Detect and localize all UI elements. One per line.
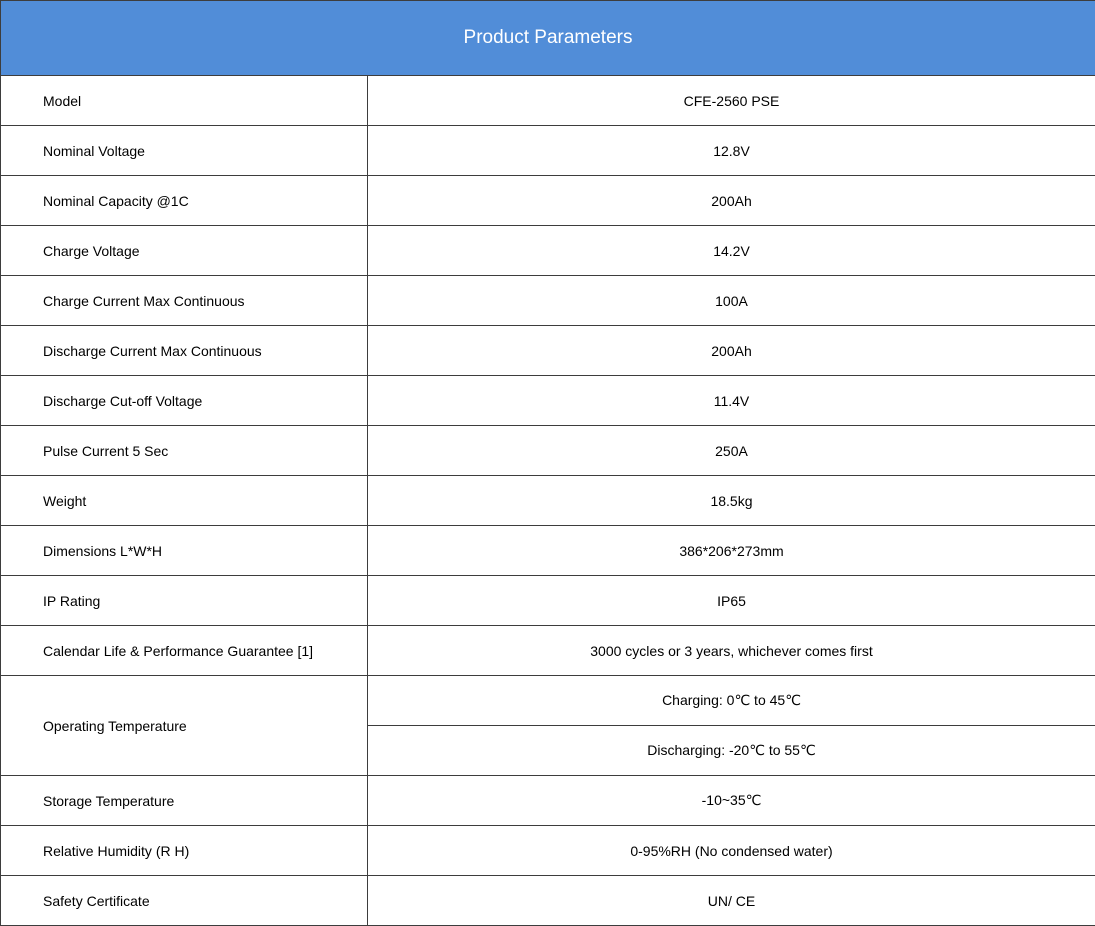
parameter-label: Model	[1, 76, 368, 126]
parameter-label: Nominal Voltage	[1, 126, 368, 176]
parameter-label: Operating Temperature	[1, 676, 368, 776]
parameter-label: Discharge Cut-off Voltage	[1, 376, 368, 426]
parameter-value: Charging: 0℃ to 45℃	[368, 676, 1095, 726]
table-body	[1, 76, 1095, 926]
parameter-label: Nominal Capacity @1C	[1, 176, 368, 226]
table-row	[1, 476, 1095, 526]
parameter-label: Weight	[1, 476, 368, 526]
table-row	[1, 226, 1095, 276]
table-row	[1, 776, 1095, 826]
parameter-value: -10~35℃	[368, 776, 1095, 826]
parameter-value: 100A	[368, 276, 1095, 326]
parameter-label: Calendar Life & Performance Guarantee [1]	[1, 626, 368, 676]
table-row	[1, 276, 1095, 326]
table-row	[1, 676, 1095, 726]
table-row	[1, 126, 1095, 176]
parameter-value: CFE-2560 PSE	[368, 76, 1095, 126]
parameter-value: IP65	[368, 576, 1095, 626]
table-row	[1, 826, 1095, 876]
table-row	[1, 176, 1095, 226]
parameter-label: Discharge Current Max Continuous	[1, 326, 368, 376]
parameter-value: 3000 cycles or 3 years, whichever comes first	[368, 626, 1095, 676]
table-title: Product Parameters	[1, 1, 1095, 76]
table-row	[1, 376, 1095, 426]
table-header-row	[1, 1, 1095, 76]
parameter-label: Pulse Current 5 Sec	[1, 426, 368, 476]
parameter-value: 11.4V	[368, 376, 1095, 426]
parameter-value: 200Ah	[368, 326, 1095, 376]
table-row	[1, 876, 1095, 926]
table-row	[1, 76, 1095, 126]
parameter-value: 386*206*273mm	[368, 526, 1095, 576]
parameter-value: Discharging: -20℃ to 55℃	[368, 726, 1095, 776]
parameter-value: 12.8V	[368, 126, 1095, 176]
parameter-label: Dimensions L*W*H	[1, 526, 368, 576]
table-row	[1, 526, 1095, 576]
parameter-label: IP Rating	[1, 576, 368, 626]
parameter-value: 0-95%RH (No condensed water)	[368, 826, 1095, 876]
parameter-value: 18.5kg	[368, 476, 1095, 526]
parameter-value: 250A	[368, 426, 1095, 476]
parameter-label: Storage Temperature	[1, 776, 368, 826]
table-row	[1, 326, 1095, 376]
parameter-label: Charge Current Max Continuous	[1, 276, 368, 326]
parameter-label: Charge Voltage	[1, 226, 368, 276]
table-row	[1, 626, 1095, 676]
parameter-label: Safety Certificate	[1, 876, 368, 926]
table-row	[1, 426, 1095, 476]
parameter-value: 200Ah	[368, 176, 1095, 226]
table-row	[1, 576, 1095, 626]
parameter-value: 14.2V	[368, 226, 1095, 276]
parameter-value: UN/ CE	[368, 876, 1095, 926]
parameter-label: Relative Humidity (R H)	[1, 826, 368, 876]
